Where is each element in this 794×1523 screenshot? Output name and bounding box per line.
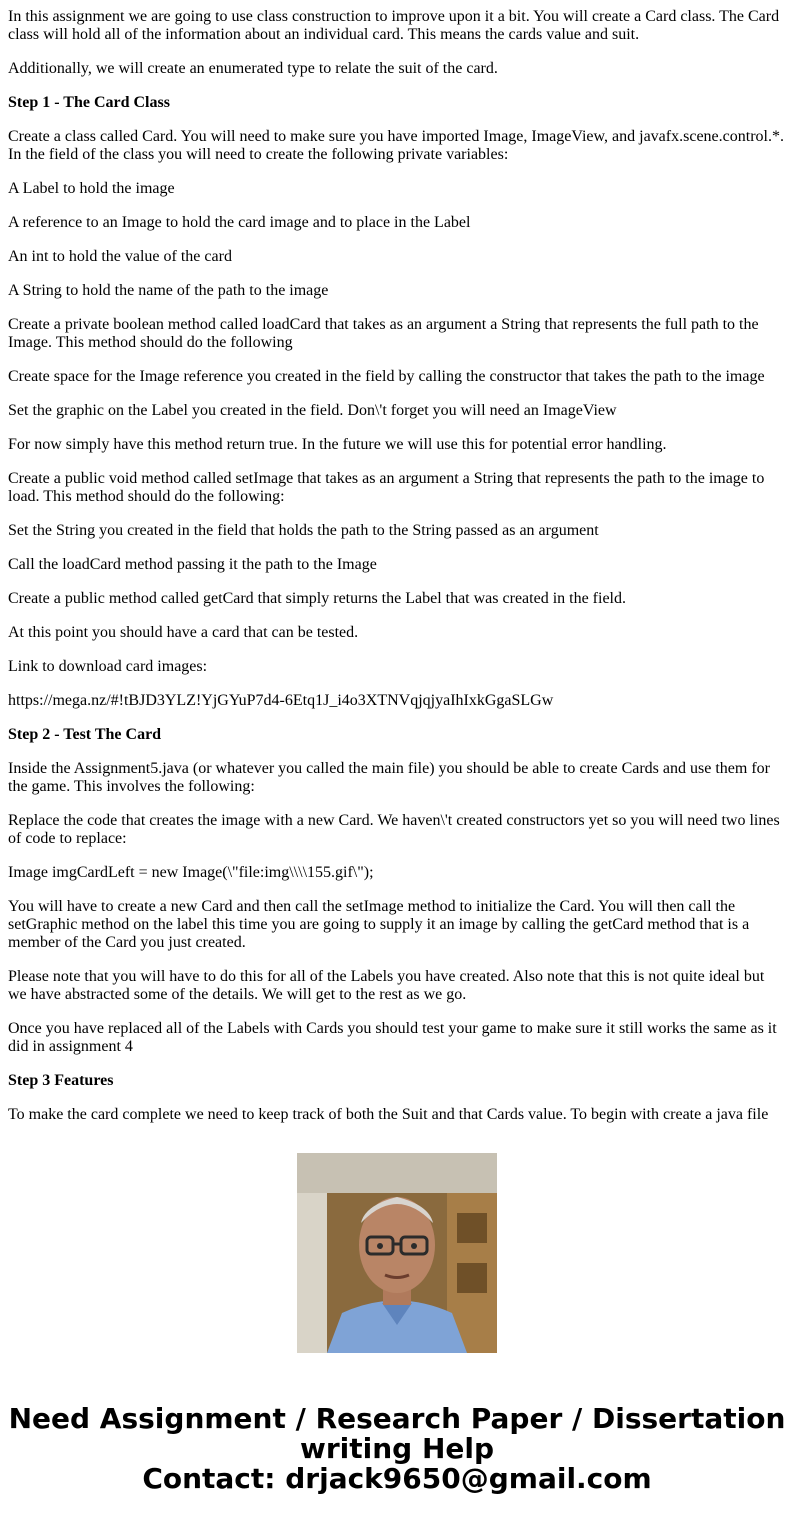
paragraph: Call the loadCard method passing it the path to the Image (8, 556, 377, 573)
paragraph: For now simply have this method return true. In the future we will use this for potential error handling. (8, 436, 667, 453)
section-heading: Step 2 - Test The Card (8, 726, 162, 743)
author-avatar (297, 1153, 497, 1353)
paragraph: A reference to an Image to hold the card image and to place in the Label (8, 214, 471, 231)
paragraph: Create a private boolean method called loadCard that takes as an argument a String that represents the full path to the Image. This method should do the following (8, 316, 759, 351)
paragraph: Link to download card images: (8, 658, 208, 675)
paragraph: In this assignment we are going to use class construction to improve upon it a bit. You will create a Card class. The Card class will hold all of the information about an individual card. This means the cards value and suit. (8, 8, 780, 43)
promo-line: Need Assignment / Research Paper / Dissertation (8, 1402, 786, 1435)
paragraph: Please note that you will have to do this for all of the Labels you have created. Also note that this is not quite ideal but we have abstracted some of the details. We will get to the rest as we go. (8, 968, 765, 1003)
promo-contact: Contact: drjack9650@gmail.com (142, 1462, 652, 1495)
paragraph: Set the String you created in the field that holds the path to the String passed as an argument (8, 522, 599, 539)
paragraph: At this point you should have a card that can be tested. (8, 624, 359, 641)
paragraph: Inside the Assignment5.java (or whatever you called the main file) you should be able to create Cards and use them for the game. This involves the following: (8, 760, 770, 795)
paragraph: Replace the code that creates the image with a new Card. We haven\'t created constructors yet so you will need two lines of code to replace: (8, 812, 780, 847)
promo-banner (0, 1404, 794, 1494)
paragraph: A String to hold the name of the path to the image (8, 282, 329, 299)
paragraph: Set the graphic on the Label you created in the field. Don\'t forget you will need an ImageView (8, 402, 617, 419)
section-heading: Step 1 - The Card Class (8, 94, 170, 111)
assignment-document (8, 8, 786, 1123)
paragraph: Additionally, we will create an enumerated type to relate the suit of the card. (8, 60, 498, 77)
paragraph: Create a class called Card. You will need to make sure you have imported Image, ImageView, and javafx.scene.control.*. In the field of the class you will need to create the following private variables: (8, 128, 784, 163)
section-heading: Step 3 Features (8, 1072, 114, 1089)
paragraph: Create space for the Image reference you created in the field by calling the constructor that takes the path to the image (8, 368, 765, 385)
paragraph: An int to hold the value of the card (8, 248, 232, 265)
promo-line: writing Help (299, 1432, 495, 1465)
paragraph: A Label to hold the image (8, 180, 175, 197)
paragraph: To make the card complete we need to keep track of both the Suit and that Cards value. To begin with create a java file (8, 1106, 769, 1123)
paragraph: Create a public method called getCard that simply returns the Label that was created in the field. (8, 590, 626, 607)
paragraph: Create a public void method called setImage that takes as an argument a String that represents the path to the image to load. This method should do the following: (8, 470, 765, 505)
paragraph: https://mega.nz/#!tBJD3YLZ!YjGYuP7d4-6Etq1J_i4o3XTNVqjqjyaIhIxkGgaSLGw (8, 692, 554, 709)
paragraph: You will have to create a new Card and then call the setImage method to initialize the Card. You will then call the setGraphic method on the label this time you are going to supply it an image by calling the getCard method that is a member of the Card you just created. (8, 898, 750, 951)
person-portrait-icon (297, 1153, 497, 1353)
paragraph: Once you have replaced all of the Labels with Cards you should test your game to make sure it still works the same as it did in assignment 4 (8, 1020, 777, 1055)
paragraph: Image imgCardLeft = new Image(\"file:img\\\\155.gif\"); (8, 864, 374, 881)
